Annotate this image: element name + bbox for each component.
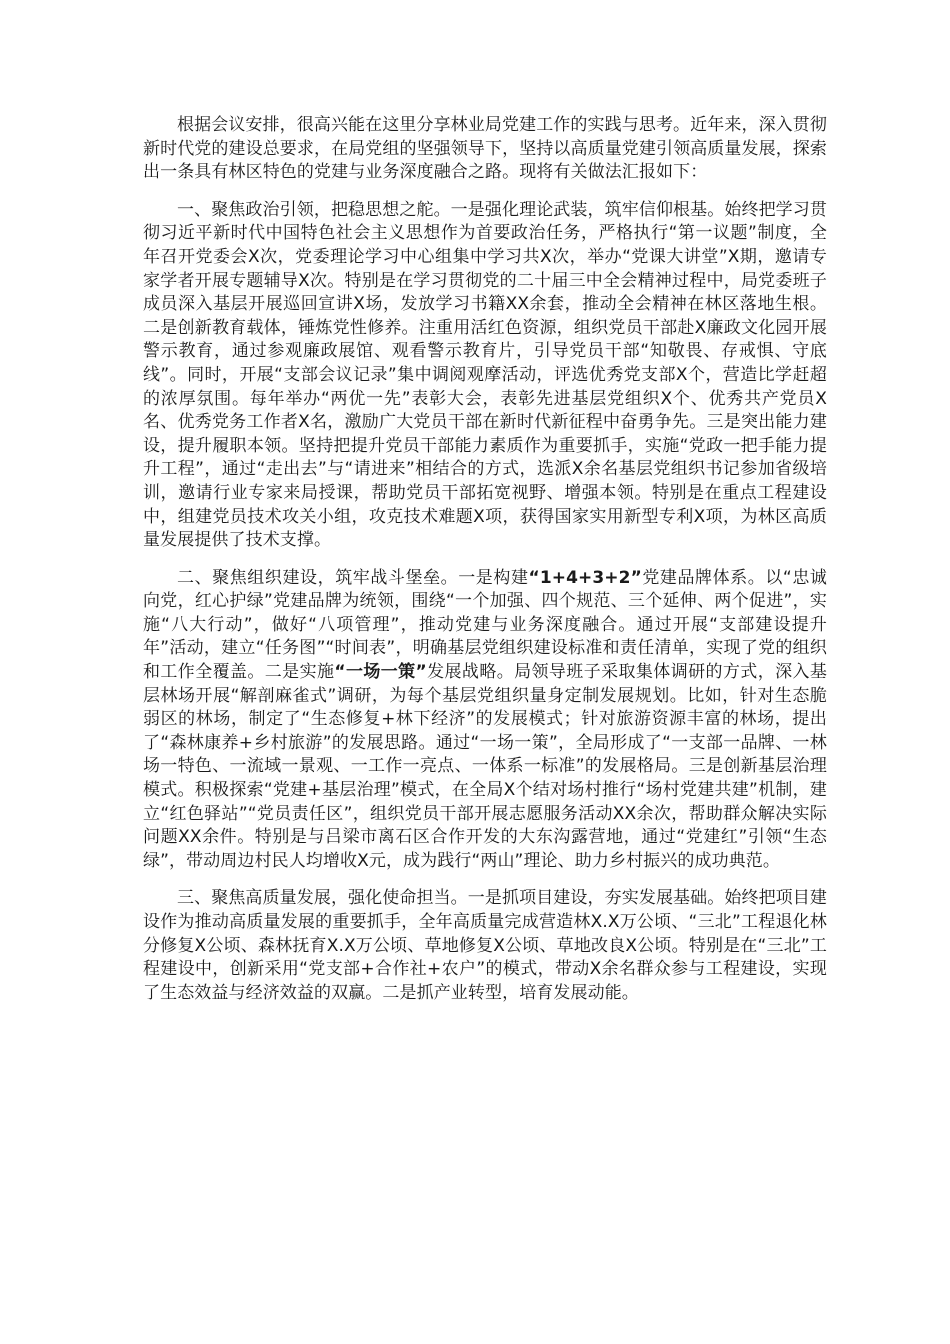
document-body (143, 114, 827, 1019)
section-2-text-b: 党建品牌体系。以“忠诚向党，红心护绿”党建品牌为统领，围绕“一个加强、四个规范、三个延伸、两个促进”，实施“八大行动”，做好“八项管理”，推动党建与业务深度融合。通过开展“支部建设提升年”活动，建立“任务图”“时间表”，明确基层党组织建设标准和责任清单，实现了党的组织和工作全覆盖。二是实施 (143, 567, 827, 683)
section-2-bold-brand: “1+4+3+2” (528, 567, 642, 588)
paragraph-section-2 (143, 567, 827, 874)
paragraph-section-1: 一、聚焦政治引领，把稳思想之舵。一是强化理论武装，筑牢信仰根基。始终把学习贯彻习近平新时代中国特色社会主义思想作为首要政治任务，严格执行“第一议题”制度，全年召开党委会X次，党委理论学习中心组集中学习共X次，举办“党课大讲堂”X期，邀请专家学者开展专题辅导X次。特别是在学习贯彻党的二十届三中全会精神过程中，局党委班子成员深入基层开展巡回宣讲X场，发放学习书籍XX余套，推动全会精神在林区落地生根。二是创新教育载体，锤炼党性修养。注重用活红色资源，组织党员干部赴X廉政文化园开展警示教育，通过参观廉政展馆、观看警示教育片，引导党员干部“知敬畏、存戒惧、守底线”。同时，开展“支部会议记录”集中调阅观摩活动，评选优秀党支部X个，营造比学赶超的浓厚氛围。每年举办“两优一先”表彰大会，表彰先进基层党组织X个、优秀共产党员X名、优秀党务工作者X名，激励广大党员干部在新时代新征程中奋勇争先。三是突出能力建设，提升履职本领。坚持把提升党员干部能力素质作为重要抓手，实施“党政一把手能力提升工程”，通过“走出去”与“请进来”相结合的方式，选派X余名基层党组织书记参加省级培训，邀请行业专家来局授课，帮助党员干部拓宽视野、增强本领。特别是在重点工程建设中，组建党员技术攻关小组，攻克技术难题X项，获得国家实用新型专利X项，为林区高质量发展提供了技术支撑。 (143, 199, 827, 551)
paragraph-intro: 根据会议安排，很高兴能在这里分享林业局党建工作的实践与思考。近年来，深入贯彻新时代党的建设总要求，在局党组的坚强领导下，坚持以高质量党建引领高质量发展，探索出一条具有林区特色的党建与业务深度融合之路。现将有关做法汇报如下： (143, 115, 827, 183)
section-2-bold-strategy: “一场一策” (334, 662, 427, 683)
section-2-text-c: 发展战略。局领导班子采取集体调研的方式，深入基层林场开展“解剖麻雀式”调研，为每个基层党组织量身定制发展规划。比如，针对生态脆弱区的林场，制定了“生态修复+林下经济”的发展模式；针对旅游资源丰富的林场，提出了“森林康养+乡村旅游”的发展思路。通过“一场一策”，全局形成了“一支部一品牌、一林场一特色、一流域一景观、一工作一亮点、一体系一标准”的发展格局。三是创新基层治理模式。积极探索“党建+基层治理”模式，在全局X个结对场村推行“场村党建共建”机制，建立“红色驿站”“党员责任区”，组织党员干部开展志愿服务活动XX余次，帮助群众解决实际问题XX余件。特别是与吕梁市离石区合作开发的大东沟露营地，通过“党建红”引领“生态绿”，带动周边村民人均增收X元，成为践行“两山”理论、助力乡村振兴的成功典范。 (143, 662, 827, 871)
paragraph-section-3: 三、聚焦高质量发展，强化使命担当。一是抓项目建设，夯实发展基础。始终把项目建设作为推动高质量发展的重要抓手，全年高质量完成营造林X.X万公顷、“三北”工程退化林分修复X公顷、森林抚育X.X万公顷、草地修复X公顷、草地改良X公顷。特别是在“三北”工程建设中，创新采用“党支部+合作社+农户”的模式，带动X余名群众参与工程建设，实现了生态效益与经济效益的双赢。二是抓产业转型，培育发展动能。 (143, 888, 827, 1003)
section-2-text-a: 二、聚焦组织建设，筑牢战斗堡垒。一是构建 (177, 567, 529, 588)
